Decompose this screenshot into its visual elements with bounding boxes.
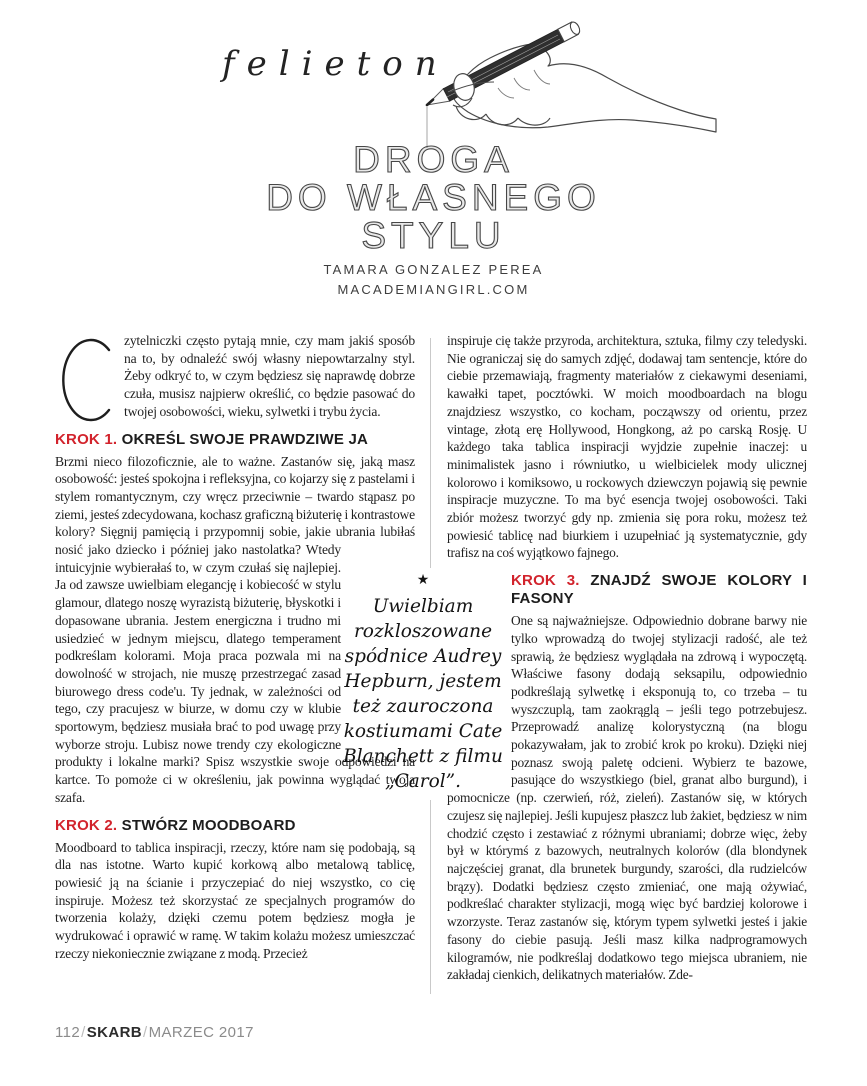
page-footer bbox=[55, 1024, 254, 1041]
column-divider-bottom bbox=[430, 800, 431, 994]
krok1-heading bbox=[55, 431, 415, 449]
krok1-label: KROK 1. bbox=[55, 430, 118, 448]
continuation-text: inspiruje cię także przyroda, architektura, sztuka, filmy czy teledyski. Nie ograniczaj się do samych zdjęć, dodawaj tam sentencje, które do ciebie przemawiają, fragmenty materiałów z ciekawymi deseniami, kawałki tapet, pocztówki. W moich moodboardach na blogu znajdziesz wszystko, co kocham, począwszy od orientu, przez vintage, złotą erę Hollywood, Hongkong, aż po carską Rosję. U każdego taka tablica inspiracji wyjdzie zupełnie inaczej: u minimalistek jasno i równiutko, u wielbicielek mody ulicznej kolorowo i komiksowo, u rockowych dziewczyn pojawią się pewnie inspiracje muzyczne. To ma być esencja twojej osobowości. Taki zbiór możesz tworzyć gdy np. zmienia się pora roku, możesz też powiesić tablicę nad biurkiem i uzupełniać ją systematycznie, gdy trafisz na coś wyjątkowo fajnego. bbox=[447, 333, 807, 561]
separator-slash: / bbox=[81, 1024, 86, 1041]
article-title bbox=[0, 141, 867, 255]
krok1-text: Brzmi nieco filozoficznie, ale to ważne. Zastanów się, jaką masz osobowość: jesteś spokojna i refleksyjna, co kojarzy się z pastelami i stylem romantycznym, czy wręcz przeciwnie – twardo stąpasz po ziemi, jesteś zdecydowana, kochasz graficzną biżuterię i kontrastowe kolory? Sięgnij pamięcią i przypomnij sobie, jakie ubrania lubiłaś nosić jako dziecko i później jako nastolatka? Wtedy intuicyjnie wybierałaś to, w czym czułaś się najlepiej. Ja od zawsze uwielbiam elegancję i kobiecość w stylu glamour, dlatego noszę wyrazistą biżuterię, błyskotki i dopasowane ubrania. Jestem energiczna i trudno mi usiedzieć w jednym miejscu, dlatego temperament podkreślam kolorami. Moja praca pozwala mi na dowolność w strojach, nie muszę przestrzegać zasad biurowego dress code'u. Ty jednak, w zależności od tego, czy pracujesz w biurze, w domu czy w klubie sportowym, będziesz musiała brać to pod uwagę przy wyborze stroju. Lubisz nowe trendy czy ekologiczne produkty i lokalne marki? Spisz wszystkie swoje odpowiedzi na kartce. To pomoże ci w określeniu, jak powinna wyglądać twoja szafa. bbox=[55, 453, 415, 805]
krok2-text: Moodboard to tablica inspiracji, rzeczy, które nam się podobają, są dla nas istotne. Warto kupić korkową albo metalową tablicę, powiesić ją na ścianie i przyczepiać do niej wszystko, co cię inspiruje. Możesz też skorzystać ze specjalnych programów do tworzenia kolaży, dzięki czemu potem będziesz mogła je wydrukować i oprawić w ramę. W takim kolażu możesz umieszczać rzeczy niekoniecznie związane z modą. Przecież bbox=[55, 839, 415, 961]
krok3-title: ZNAJDŹ SWOJE KOLORY I FASONY bbox=[511, 572, 807, 608]
krok1-title: OKREŚL SWOJE PRAWDZIWE JA bbox=[121, 430, 369, 448]
author-website: MACADEMIANGIRL.COM bbox=[337, 282, 530, 297]
krok2-label: KROK 2. bbox=[55, 816, 118, 834]
star-icon: ★ bbox=[416, 572, 430, 588]
krok2-title: STWÓRZ MOODBOARD bbox=[121, 816, 296, 834]
krok3-label: KROK 3. bbox=[511, 572, 580, 590]
pull-quote bbox=[338, 572, 508, 794]
title-line-2: DO WŁASNEGO bbox=[266, 177, 601, 218]
page-number: 112 bbox=[55, 1024, 81, 1041]
drop-cap bbox=[55, 337, 115, 423]
intro-text: zytelniczki często pytają mnie, czy mam jakiś sposób na to, by odnaleźć swój własny niepowtarzalny styl. Żeby odkryć to, w czym będziesz się naprawdę dobrze czuła, musisz najpierw określić, co będzie pasować do twojej osobowości, wieku, sylwetki i trybu życia. bbox=[124, 333, 415, 419]
separator-slash: / bbox=[143, 1024, 148, 1041]
section-label: felieton bbox=[222, 44, 449, 84]
title-line-1: DROGA bbox=[353, 139, 514, 180]
column-divider-top bbox=[430, 338, 431, 568]
moodboard-continuation bbox=[447, 332, 807, 562]
krok3-text: One są najważniejsze. Odpowiednio dobrane barwy nie tylko wprowadzą do twojej stylizacji radość, ale też sprawią, że będziesz wyglądała na zdrową i wypoczętą. Właściwe fasony dodają seksapilu, odpowiednio podkreślają sylwetkę i eksponują to, co trzeba – tu wyszczuplą, tam zaokrąglą – jeśli tego potrzebujesz. Przeprowadź analizę kolorystyczną (na blogu pokazywałam, jak to zrobić krok po kroku). Dzięki niej poznasz swoją paletę odcieni. Wybierz te bazowe, pasujące do wszystkiego (biel, granat albo burgund), i pomocnicze (np. czerwień, róż, zieleń). Zastanów się, w których czujesz się najlepiej. Jeśli kupujesz płaszcz lub żakiet, będziesz w nim chodzić często i zestawiać z różnymi ubraniami; dobrze więc, żeby był w którymś z bazowych, neutralnych kolorów (dla blondynek najczęściej granat, dla brunetek burgundy, szarości, dla rudzielców brązy). Dodatki będziesz często zmieniać, one mają ożywiać, podkreślać charakter stylizacji, mogą więc być bardziej kolorowe i wzorzyste. Teraz zastanów się, którym typem sylwetki jesteś i jakie fasony do ciebie pasują. Jeśli masz kilka nadprogramowych kilogramów, nie podkreślaj dodatkowo tego miejsca ubraniem, nie zakładaj cienkich, delikatnych materiałów. Zde- bbox=[447, 613, 807, 983]
byline bbox=[0, 260, 867, 300]
magazine-name: SKARB bbox=[86, 1024, 143, 1041]
intro-paragraph bbox=[55, 332, 415, 421]
krok2-heading bbox=[55, 817, 415, 835]
pull-quote-text: Uwielbiam rozkloszowane spódnice Audrey Hepburn, jestem też zauroczona kostiumami Cate Blanchett z filmu „Carol”. bbox=[343, 596, 503, 792]
title-line-3: STYLU bbox=[361, 215, 506, 256]
author-name: TAMARA GONZALEZ PEREA bbox=[323, 262, 544, 277]
issue-date: MARZEC 2017 bbox=[148, 1024, 254, 1041]
hand-pencil-illustration bbox=[398, 8, 720, 150]
krok2-body bbox=[55, 839, 415, 963]
article-body bbox=[55, 332, 807, 1024]
